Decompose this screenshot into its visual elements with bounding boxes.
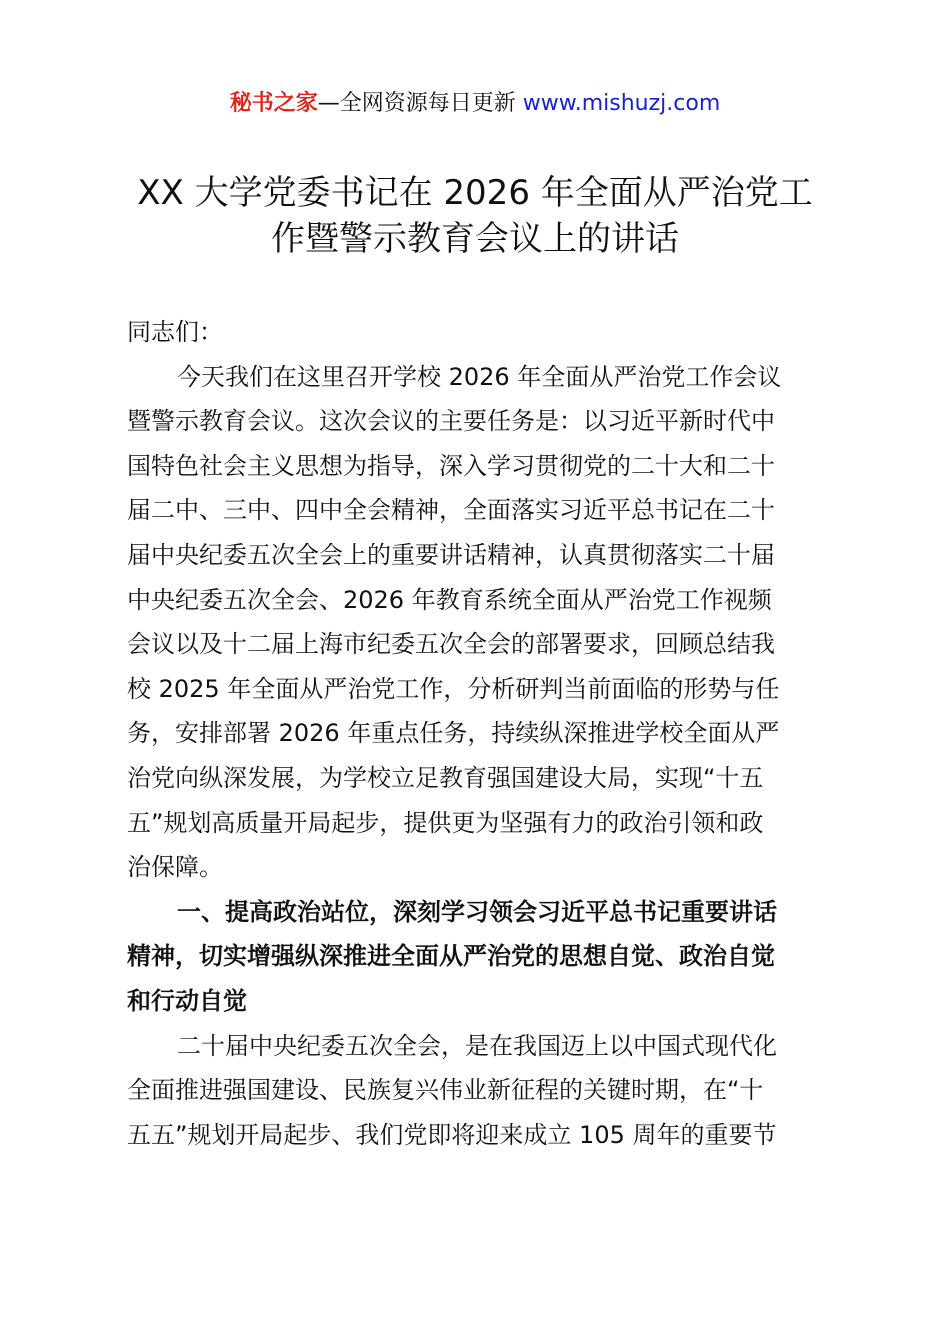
paragraph-line: 治保障。 xyxy=(127,853,223,882)
section-heading-1 xyxy=(127,890,837,1024)
paragraph-line: 二十届中央纪委五次全会，是在我国迈上以中国式现代化 xyxy=(177,1031,777,1060)
paragraph-line: 届中央纪委五次全会上的重要讲话精神，认真贯彻落实二十届 xyxy=(127,540,775,569)
salutation: 同志们： xyxy=(127,318,223,346)
paragraph-line: 五五”规划开局起步、我们党即将迎来成立 105 周年的重要节 xyxy=(127,1120,777,1149)
title-line-1: XX 大学党委书记在 2026 年全面从严治党工 xyxy=(137,173,813,213)
paragraph-line: 暨警示教育会议。这次会议的主要任务是：以习近平新时代中 xyxy=(127,407,775,436)
document-body xyxy=(127,310,837,1157)
paragraph-line: 五”规划高质量开局起步，提供更为坚强有力的政治引领和政 xyxy=(127,808,764,837)
title-line-2: 作暨警示教育会议上的讲话 xyxy=(271,219,679,259)
document-title xyxy=(90,170,860,262)
paragraph-line: 务，安排部署 2026 年重点任务，持续纵深推进学校全面从严 xyxy=(127,719,780,748)
paragraph-line: 国特色社会主义思想为指导，深入学习贯彻党的二十大和二十 xyxy=(127,451,775,480)
header-tagline: —全网资源每日更新 xyxy=(317,91,516,116)
paragraph-line: 中央纪委五次全会、2026 年教育系统全面从严治党工作视频 xyxy=(127,585,772,614)
site-header xyxy=(0,88,950,120)
brand-name: 秘书之家 xyxy=(229,91,318,116)
paragraph-line: 治党向纵深发展，为学校立足教育强国建设大局，实现“十五 xyxy=(127,763,764,792)
heading-line: 和行动自觉 xyxy=(127,986,247,1015)
paragraph-intro xyxy=(127,355,837,890)
heading-line: 一、提高政治站位，深刻学习领会习近平总书记重要讲话 xyxy=(177,897,777,926)
paragraph-line: 届二中、三中、四中全会精神，全面落实习近平总书记在二十 xyxy=(127,496,775,525)
paragraph-line: 全面推进强国建设、民族复兴伟业新征程的关键时期，在“十 xyxy=(127,1076,764,1105)
heading-line: 精神，切实增强纵深推进全面从严治党的思想自觉、政治自觉 xyxy=(127,942,775,971)
paragraph-line: 今天我们在这里召开学校 2026 年全面从严治党工作会议 xyxy=(177,362,782,391)
paragraph-section-1 xyxy=(127,1024,837,1158)
site-url-link[interactable]: www.mishuzj.com xyxy=(522,91,721,116)
paragraph-line: 校 2025 年全面从严治党工作，分析研判当前面临的形势与任 xyxy=(127,674,780,703)
paragraph-line: 会议以及十二届上海市纪委五次全会的部署要求，回顾总结我 xyxy=(127,630,775,659)
